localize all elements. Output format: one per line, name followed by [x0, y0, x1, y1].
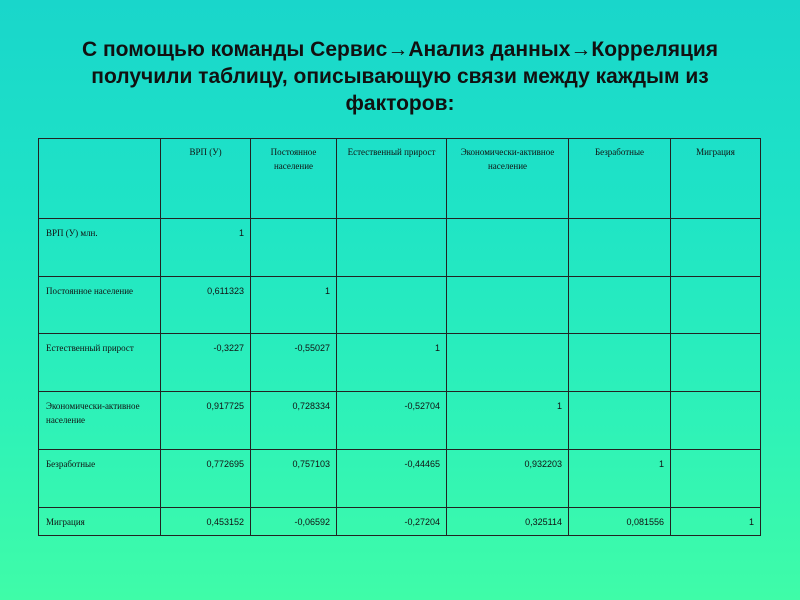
table-cell — [671, 219, 761, 277]
row-label: Естественный прирост — [39, 334, 161, 392]
correlation-table — [38, 138, 761, 536]
row-label: Постоянное население — [39, 276, 161, 334]
column-header: Миграция — [671, 139, 761, 219]
table-cell: 0,611323 — [161, 276, 251, 334]
column-header: Безработные — [569, 139, 671, 219]
column-header: ВРП (У) — [161, 139, 251, 219]
table-row — [39, 334, 761, 392]
table-cell: 1 — [251, 276, 337, 334]
table-cell — [251, 219, 337, 277]
table-cell: 0,772695 — [161, 449, 251, 507]
table-cell: -0,55027 — [251, 334, 337, 392]
table-cell: 0,453152 — [161, 507, 251, 535]
table-cell — [447, 219, 569, 277]
table-cell — [447, 334, 569, 392]
table-row — [39, 507, 761, 535]
table-row — [39, 449, 761, 507]
table-cell: 1 — [447, 392, 569, 450]
table-cell: 0,728334 — [251, 392, 337, 450]
header-row — [39, 139, 761, 219]
table-cell — [671, 276, 761, 334]
table-cell — [569, 219, 671, 277]
table-cell — [671, 392, 761, 450]
table-cell — [337, 219, 447, 277]
row-label: ВРП (У) млн. — [39, 219, 161, 277]
row-label: Миграция — [39, 507, 161, 535]
table-cell — [337, 276, 447, 334]
table-cell — [569, 392, 671, 450]
column-header: Естественный прирост — [337, 139, 447, 219]
table-row — [39, 276, 761, 334]
column-header: Экономически-активное население — [447, 139, 569, 219]
table-cell: -0,27204 — [337, 507, 447, 535]
corner-cell — [39, 139, 161, 219]
table-cell: 0,932203 — [447, 449, 569, 507]
slide-title: С помощью команды Сервис→Анализ данных→Корреляция получили таблицу, описывающую связи между каждым из факторов: — [81, 38, 719, 115]
table-cell — [671, 334, 761, 392]
table-cell: 0,917725 — [161, 392, 251, 450]
table-cell — [447, 276, 569, 334]
table-cell: 1 — [671, 507, 761, 535]
table-cell: 0,325114 — [447, 507, 569, 535]
table-cell: 1 — [161, 219, 251, 277]
table-cell — [569, 334, 671, 392]
table-cell: -0,52704 — [337, 392, 447, 450]
row-label: Экономически-активное население — [39, 392, 161, 450]
table-cell: 1 — [337, 334, 447, 392]
table-row — [39, 219, 761, 277]
table-row — [39, 392, 761, 450]
table-cell — [569, 276, 671, 334]
table-cell: 0,757103 — [251, 449, 337, 507]
column-header: Постоянное население — [251, 139, 337, 219]
table-cell: 1 — [569, 449, 671, 507]
row-label: Безработные — [39, 449, 161, 507]
table-cell: -0,06592 — [251, 507, 337, 535]
table-cell: 0,081556 — [569, 507, 671, 535]
table-cell: -0,3227 — [161, 334, 251, 392]
table-cell: -0,44465 — [337, 449, 447, 507]
table-cell — [671, 449, 761, 507]
